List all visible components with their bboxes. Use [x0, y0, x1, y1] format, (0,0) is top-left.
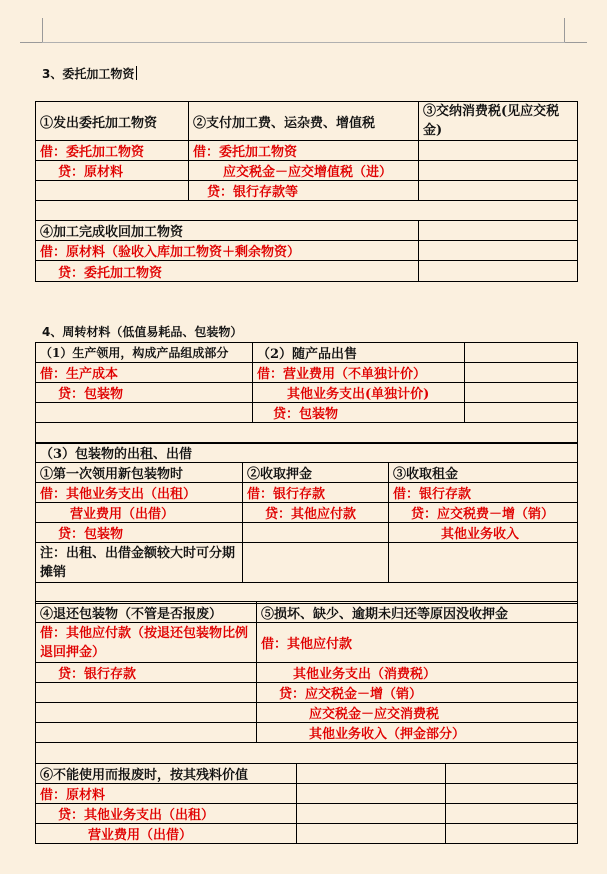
table-cell: 贷：其他业务支出（出租）	[36, 804, 297, 823]
table-cell: ④退还包装物（不管是否报废）	[36, 602, 257, 622]
text-cursor	[136, 66, 137, 80]
table-cell: 贷：委托加工物资	[36, 261, 419, 281]
table-cell: 借：其他业务支出（出租）	[36, 483, 243, 502]
table-row	[36, 141, 577, 161]
table-cell	[36, 201, 577, 220]
table-cell: （1）生产领用，构成产品组成部分	[36, 343, 253, 362]
table-cell	[36, 723, 257, 742]
table-row	[36, 483, 577, 503]
table-cell: 其他业务支出（消费税）	[293, 667, 437, 682]
table-cell	[297, 764, 446, 783]
table-cell	[36, 423, 577, 443]
table-cell: 贷：应交税金－增（销）	[279, 687, 423, 702]
table-cell: 贷：包装物	[253, 403, 465, 422]
table-cell	[419, 181, 577, 200]
table-cell	[446, 804, 577, 823]
table-row	[36, 221, 577, 241]
section4-table-d	[35, 763, 578, 844]
table-cell: 贷：包装物	[36, 523, 243, 542]
table-cell	[297, 824, 446, 843]
table-cell: 借：其他应付款（按退还包装物比例退回押金）	[36, 623, 257, 662]
table-cell: ⑥不能使用而报废时，按其残料价值	[36, 764, 297, 783]
table-cell	[36, 583, 577, 603]
table-cell: 借：其他应付款	[261, 637, 353, 652]
table-row	[36, 723, 577, 743]
table-row	[36, 383, 577, 403]
table-cell	[465, 383, 577, 402]
table-cell	[419, 161, 577, 180]
table-cell: 借：营业费用（不单独计价）	[253, 363, 465, 382]
table-cell: ⑤损坏、缺少、逾期未归还等原因没收押金	[261, 606, 509, 622]
table-cell: ②收取押金	[243, 463, 389, 482]
table-cell: ③收取租金	[393, 467, 459, 482]
table-row	[36, 743, 577, 763]
section4-table-b	[35, 442, 578, 604]
table-cell	[419, 141, 577, 160]
table-row	[36, 403, 577, 423]
table-cell	[36, 743, 577, 763]
table-row	[36, 443, 577, 463]
table-cell: 营业费用（出借）	[36, 824, 297, 843]
table-cell	[36, 703, 257, 722]
table-cell	[297, 804, 446, 823]
table-cell: 借：银行存款	[243, 483, 389, 502]
section4-table-c	[35, 601, 578, 764]
table-cell	[446, 824, 577, 843]
table-cell: 贷：银行存款	[36, 663, 257, 682]
table-cell: ④加工完成收回加工物资	[36, 221, 419, 240]
table-cell: 应交税金－应交消费税	[309, 707, 440, 722]
table-cell: ②支付加工费、运杂费、增值税	[189, 102, 419, 140]
table-cell	[465, 343, 577, 362]
table-cell	[419, 221, 577, 240]
table-cell	[243, 543, 389, 582]
table-row	[36, 463, 577, 483]
table-cell	[419, 241, 577, 260]
table-cell	[36, 683, 257, 702]
table-cell: 注：出租、出借金额较大时可分期摊销	[36, 543, 243, 582]
table-cell: （2）随产品出售	[253, 343, 465, 362]
section4-table-a	[35, 342, 578, 444]
table-cell: 贷：银行存款等	[189, 181, 419, 200]
table-cell	[389, 543, 577, 582]
table-cell: 贷：原材料	[36, 161, 189, 180]
table-cell	[297, 784, 446, 803]
table-cell: 借：委托加工物资	[189, 141, 419, 160]
table-row	[36, 602, 577, 623]
table-cell: 其他业务收入（押金部分）	[309, 727, 466, 742]
table-cell: 应交税金－应交增值税（进）	[189, 161, 419, 180]
table-row	[36, 241, 577, 261]
section3-title: 3、委托加工物资	[42, 67, 135, 81]
table-row	[36, 703, 577, 723]
table-row	[36, 363, 577, 383]
page-top-rule	[42, 42, 565, 43]
table-row	[36, 503, 577, 523]
table-cell: 其他业务支出(单独计价)	[253, 383, 465, 402]
table-row	[36, 201, 577, 221]
table-row	[36, 824, 577, 843]
table-cell	[446, 764, 577, 783]
table-cell: （3）包装物的出租、出借	[40, 447, 193, 462]
table-cell: 借：银行存款	[393, 487, 472, 502]
table-cell: 营业费用（出借）	[36, 503, 243, 522]
table-cell	[36, 403, 253, 422]
table-cell: 贷：其他应付款	[243, 503, 389, 522]
table-cell: 借：原材料（验收入库加工物资＋剩余物资）	[36, 241, 419, 260]
section4-heading: 4、周转材料（低值易耗品、包装物）	[42, 325, 243, 339]
section3-heading	[42, 65, 137, 82]
table-row	[36, 663, 577, 683]
table-row	[36, 181, 577, 201]
table-cell	[465, 363, 577, 382]
table-cell: 贷：应交税费－增（销）	[411, 507, 555, 522]
table-row	[36, 764, 577, 784]
table-row	[36, 784, 577, 804]
table-row	[36, 423, 577, 443]
table-row	[36, 261, 577, 281]
table-cell: 借：生产成本	[36, 363, 253, 382]
table-cell	[465, 403, 577, 422]
table-cell: 贷：包装物	[36, 383, 253, 402]
table-row	[36, 102, 577, 141]
table-cell	[419, 261, 577, 281]
table-row	[36, 623, 577, 663]
table-cell	[243, 523, 389, 542]
table-row	[36, 543, 577, 583]
table-cell: 借：原材料	[36, 784, 297, 803]
table-cell: 借：委托加工物资	[36, 141, 189, 160]
table-cell: ③交纳消费税(见应交税金)	[423, 104, 560, 138]
table-cell	[36, 181, 189, 200]
table-row	[36, 683, 577, 703]
table-cell: ①第一次领用新包装物时	[36, 463, 243, 482]
table-row	[36, 523, 577, 543]
table-cell: 其他业务收入	[441, 527, 520, 542]
table-row	[36, 583, 577, 603]
table-row	[36, 343, 577, 363]
table-cell: ①发出委托加工物资	[36, 102, 189, 140]
crop-mark-top-left	[20, 18, 43, 43]
crop-mark-top-right	[564, 18, 587, 43]
table-cell	[446, 784, 577, 803]
table-row	[36, 804, 577, 824]
table-row	[36, 161, 577, 181]
section3-table	[35, 101, 578, 282]
